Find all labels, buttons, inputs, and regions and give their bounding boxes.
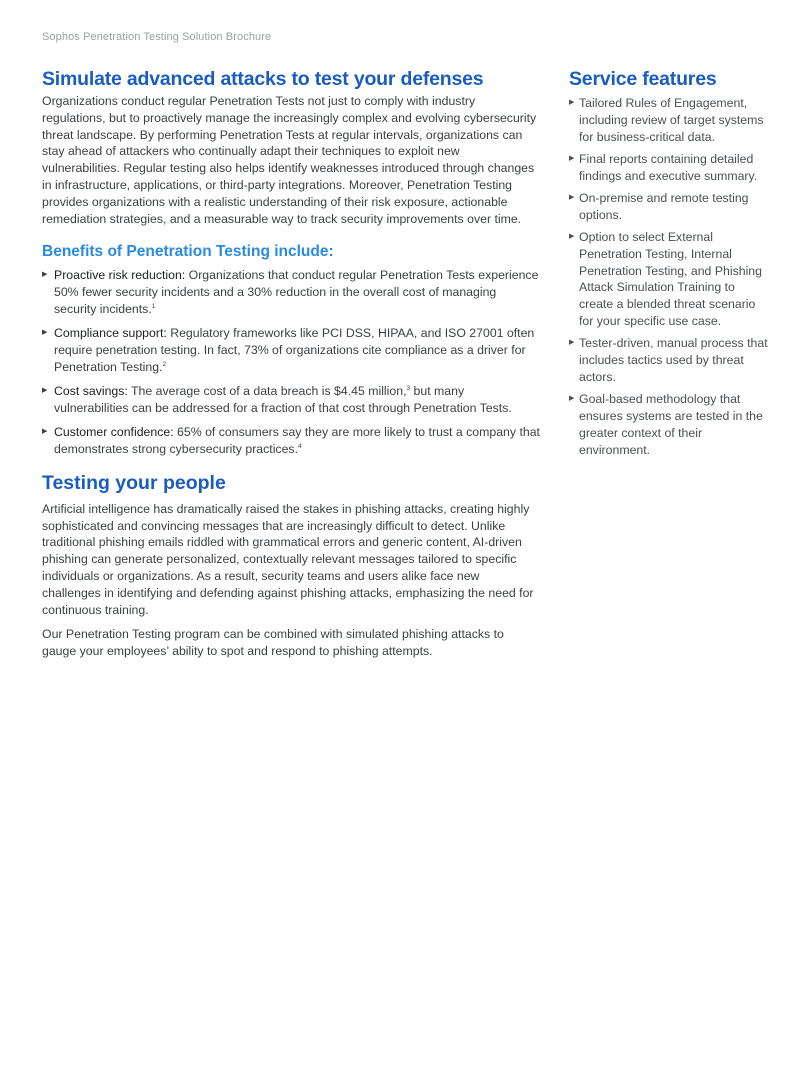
- triangle-right-icon: ▶: [569, 154, 575, 162]
- benefit-text-tail: but many vulnerabilities can be addressed for a fraction of that cost through Penetration Tests.: [54, 384, 512, 415]
- people-paragraph: Our Penetration Testing program can be combined with simulated phishing attacks to gauge your employees’ ability to spot and respond to phishing attempts.: [42, 627, 504, 659]
- people-paragraph: Artificial intelligence has dramatically raised the stakes in phishing attacks, creating highly sophisticated and convincing messages that are increasingly difficult to detect. Unlike traditional phishing emails riddled with grammatical errors and generic content, AI-driven phishing can generate personalized, contextually relevant messages tailored to specific individuals or organizations. As a result, security teams and users alike face new challenges in identifying and defending against phishing attacks, emphasizing the need for continuous training.: [42, 501, 534, 617]
- section-heading-simulate: Simulate advanced attacks to test your defenses: [42, 68, 484, 90]
- main-column: [42, 66, 540, 660]
- feature-item: [569, 391, 769, 458]
- benefit-lead: Compliance support:: [54, 326, 167, 341]
- benefit-item: [42, 424, 540, 458]
- triangle-right-icon: ▶: [42, 329, 48, 337]
- footnote-ref: 4: [298, 442, 302, 450]
- triangle-right-icon: ▶: [569, 99, 575, 106]
- triangle-right-icon: ▶: [569, 395, 575, 403]
- benefits-list: [42, 267, 540, 457]
- feature-item: [569, 190, 769, 224]
- triangle-right-icon: ▶: [42, 271, 48, 279]
- benefit-lead: Proactive risk reduction:: [54, 268, 186, 283]
- triangle-right-icon: ▶: [569, 233, 575, 241]
- benefit-text: Regulatory frameworks like PCI DSS, HIPAA, and ISO 27001 often require penetration testing. In fact, 73% of organizations cite compliance as a driver for Penetration Testing.: [54, 326, 535, 374]
- benefit-item: [42, 325, 540, 375]
- feature-item: [569, 335, 769, 385]
- feature-text: On-premise and remote testing options.: [579, 190, 749, 222]
- benefit-item: [42, 267, 540, 317]
- triangle-right-icon: ▶: [42, 387, 48, 395]
- feature-item: [569, 229, 769, 330]
- benefit-item: [42, 383, 540, 417]
- service-features-list: [569, 95, 769, 458]
- feature-text: Option to select External Penetration Testing, Internal Penetration Testing, and Phishing Attack Simulation Training to create a blended threat scenario for your specific use case.: [579, 230, 762, 329]
- triangle-right-icon: ▶: [569, 193, 575, 201]
- sidebar-heading: Service features: [569, 68, 717, 90]
- section-body-simulate: Organizations conduct regular Penetration Tests not just to comply with industry regulations, but to proactively manage the increasingly complex and evolving cybersecurity threat landscape. By performing Penetration Tests at regular intervals, organizations can stay ahead of attackers who continually adapt their techniques to exploit new vulnerabilities. Regular testing also helps identify weaknesses introduced through changes in infrastructure, applications, or third-party integrations. Moreover, Penetration Testing provides organizations with a realistic understanding of their risk exposure, actionable remediation strategies, and a measurable way to track security improvements over time.: [42, 94, 537, 226]
- feature-text: Tester-driven, manual process that includes tactics used by threat actors.: [579, 336, 768, 384]
- benefit-lead: Cost savings:: [54, 384, 128, 399]
- feature-item: [569, 151, 769, 185]
- benefit-text: The average cost of a data breach is $4.45 million,: [127, 384, 407, 399]
- benefit-text: Organizations that conduct regular Penetration Tests experience 50% fewer security incidents and a 30% reduction in the overall cost of managing security incidents.: [54, 268, 539, 316]
- footnote-ref: 3: [406, 385, 411, 393]
- benefit-text: 65% of consumers say they are more likely to trust a company that demonstrates strong cybersecurity practices.: [54, 425, 540, 457]
- feature-text: Goal-based methodology that ensures systems are tested in the greater context of their environment.: [579, 392, 763, 457]
- section-heading-people: Testing your people: [42, 471, 226, 494]
- feature-text: Final reports containing detailed findings and executive summary.: [579, 151, 758, 183]
- triangle-right-icon: ▶: [42, 428, 48, 436]
- footnote-ref: 2: [162, 360, 167, 368]
- feature-text: Tailored Rules of Engagement, including review of target systems for business-critical data.: [579, 96, 764, 144]
- running-header: Sophos Penetration Testing Solution Brochure: [42, 31, 272, 43]
- triangle-right-icon: ▶: [569, 339, 575, 347]
- benefit-lead: Customer confidence:: [54, 425, 174, 440]
- benefits-heading: Benefits of Penetration Testing include:: [42, 243, 334, 261]
- feature-item: [569, 95, 769, 145]
- sidebar: [569, 66, 769, 464]
- footnote-ref: 1: [151, 302, 156, 310]
